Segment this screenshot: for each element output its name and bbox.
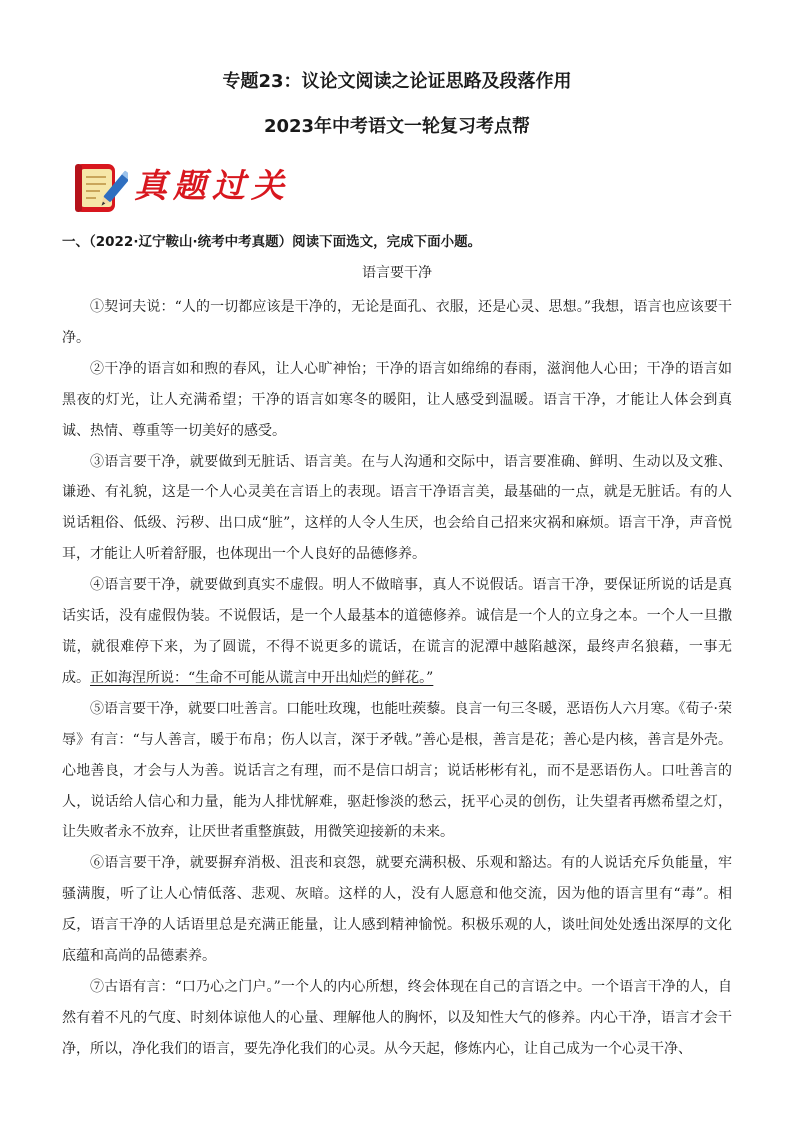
- essay-paragraph-7: ⑦古语有言：“口乃心之门户。”一个人的内心所想，终会体现在自己的言语之中。一个语言干净的人，自然有着不凡的气度、时刻体谅他人的心量、理解他人的胸怀，以及知性大气的修养。内心干净，语言才会干净，所以，净化我们的语言，要先净化我们的心灵。从今天起，修炼内心，让自己成为一个心灵干净、: [62, 978, 732, 1057]
- banner-title: 真题过关: [134, 166, 290, 205]
- essay-paragraph-2: ②干净的语言如和煦的春风，让人心旷神怡；干净的语言如绵绵的春雨，滋润他人心田；干净的语言如黑夜的灯光，让人充满希望；干净的语言如寒冬的暖阳，让人感受到温暖。语言干净，才能让人体会到真诚、热情、尊重等一切美好的感受。: [62, 360, 732, 439]
- essay-body: [62, 292, 732, 1065]
- essay-paragraph-5: ⑤语言要干净，就要口吐善言。口能吐玫瑰，也能吐蒺藜。良言一句三冬暖，恶语伤人六月寒。《荀子·荣辱》有言：“与人善言，暖于布帛；伤人以言，深于矛戟。”善心是根，善言是花；善心是内核，善言是外壳。心地善良，才会与人为善。说话言之有理，而不是信口胡言；说话彬彬有礼，而不是恶语伤人。口吐善言的人，说话给人信心和力量，能为人排忧解难，驱赶惨淡的愁云，抚平心灵的创伤，让失望者再燃希望之灯，让失败者永不放弃，让厌世者重整旗鼓，用微笑迎接新的未来。: [62, 700, 732, 841]
- question-heading: 一、（2022·辽宁鞍山·统考中考真题）阅读下面选文，完成下面小题。: [62, 234, 482, 250]
- underlined-quote: 正如海涅所说：“生命不可能从谎言中开出灿烂的鲜花。”: [90, 669, 434, 686]
- essay-paragraph-3: ③语言要干净，就要做到无脏话、语言美。在与人沟通和交际中，语言要准确、鲜明、生动以及文雅、谦逊、有礼貌，这是一个人心灵美在言语上的表现。语言干净语言美，最基础的一点，就是无脏话。有的人说话粗俗、低级、污秽、出口成“脏”，这样的人令人生厌，也会给自己招来灾祸和麻烦。语言干净，声音悦耳，才能让人听着舒服，也体现出一个人良好的品德修养。: [62, 453, 732, 563]
- notebook-pencil-icon: [72, 160, 128, 216]
- essay-paragraph-6: ⑥语言要干净，就要摒弃消极、沮丧和哀怨，就要充满积极、乐观和豁达。有的人说话充斥负能量，牢骚满腹，听了让人心情低落、悲观、灰暗。这样的人，没有人愿意和他交流，因为他的语言里有“毒”。相反，语言干净的人话语里总是充满正能量，让人感到精神愉悦。积极乐观的人，谈吐间处处透出深厚的文化底蕴和高尚的品德素养。: [62, 855, 732, 965]
- document-subtitle: 2023年中考语文一轮复习考点帮: [263, 116, 531, 137]
- essay-paragraph-4: [62, 570, 732, 694]
- essay-title: 语言要干净: [362, 265, 432, 281]
- essay-paragraph-1: ①契诃夫说：“人的一切都应该是干净的，无论是面孔、衣服，还是心灵、思想。”我想，语言也应该要干净。: [62, 299, 732, 346]
- document-title: 专题23：议论文阅读之论证思路及段落作用: [222, 71, 572, 92]
- paragraph-4-text: ④语言要干净，就要做到真实不虚假。明人不做暗事，真人不说假话。语言干净，要保证所说的话是真话实话，没有虚假伪装。不说假话，是一个人最基本的道德修养。诚信是一个人的立身之本。一个人一旦撒谎，就很难停下来，为了圆谎，不得不说更多的谎话，在谎言的泥潭中越陷越深，最终声名狼藉，一事无成。: [62, 577, 732, 686]
- section-banner: [72, 160, 290, 216]
